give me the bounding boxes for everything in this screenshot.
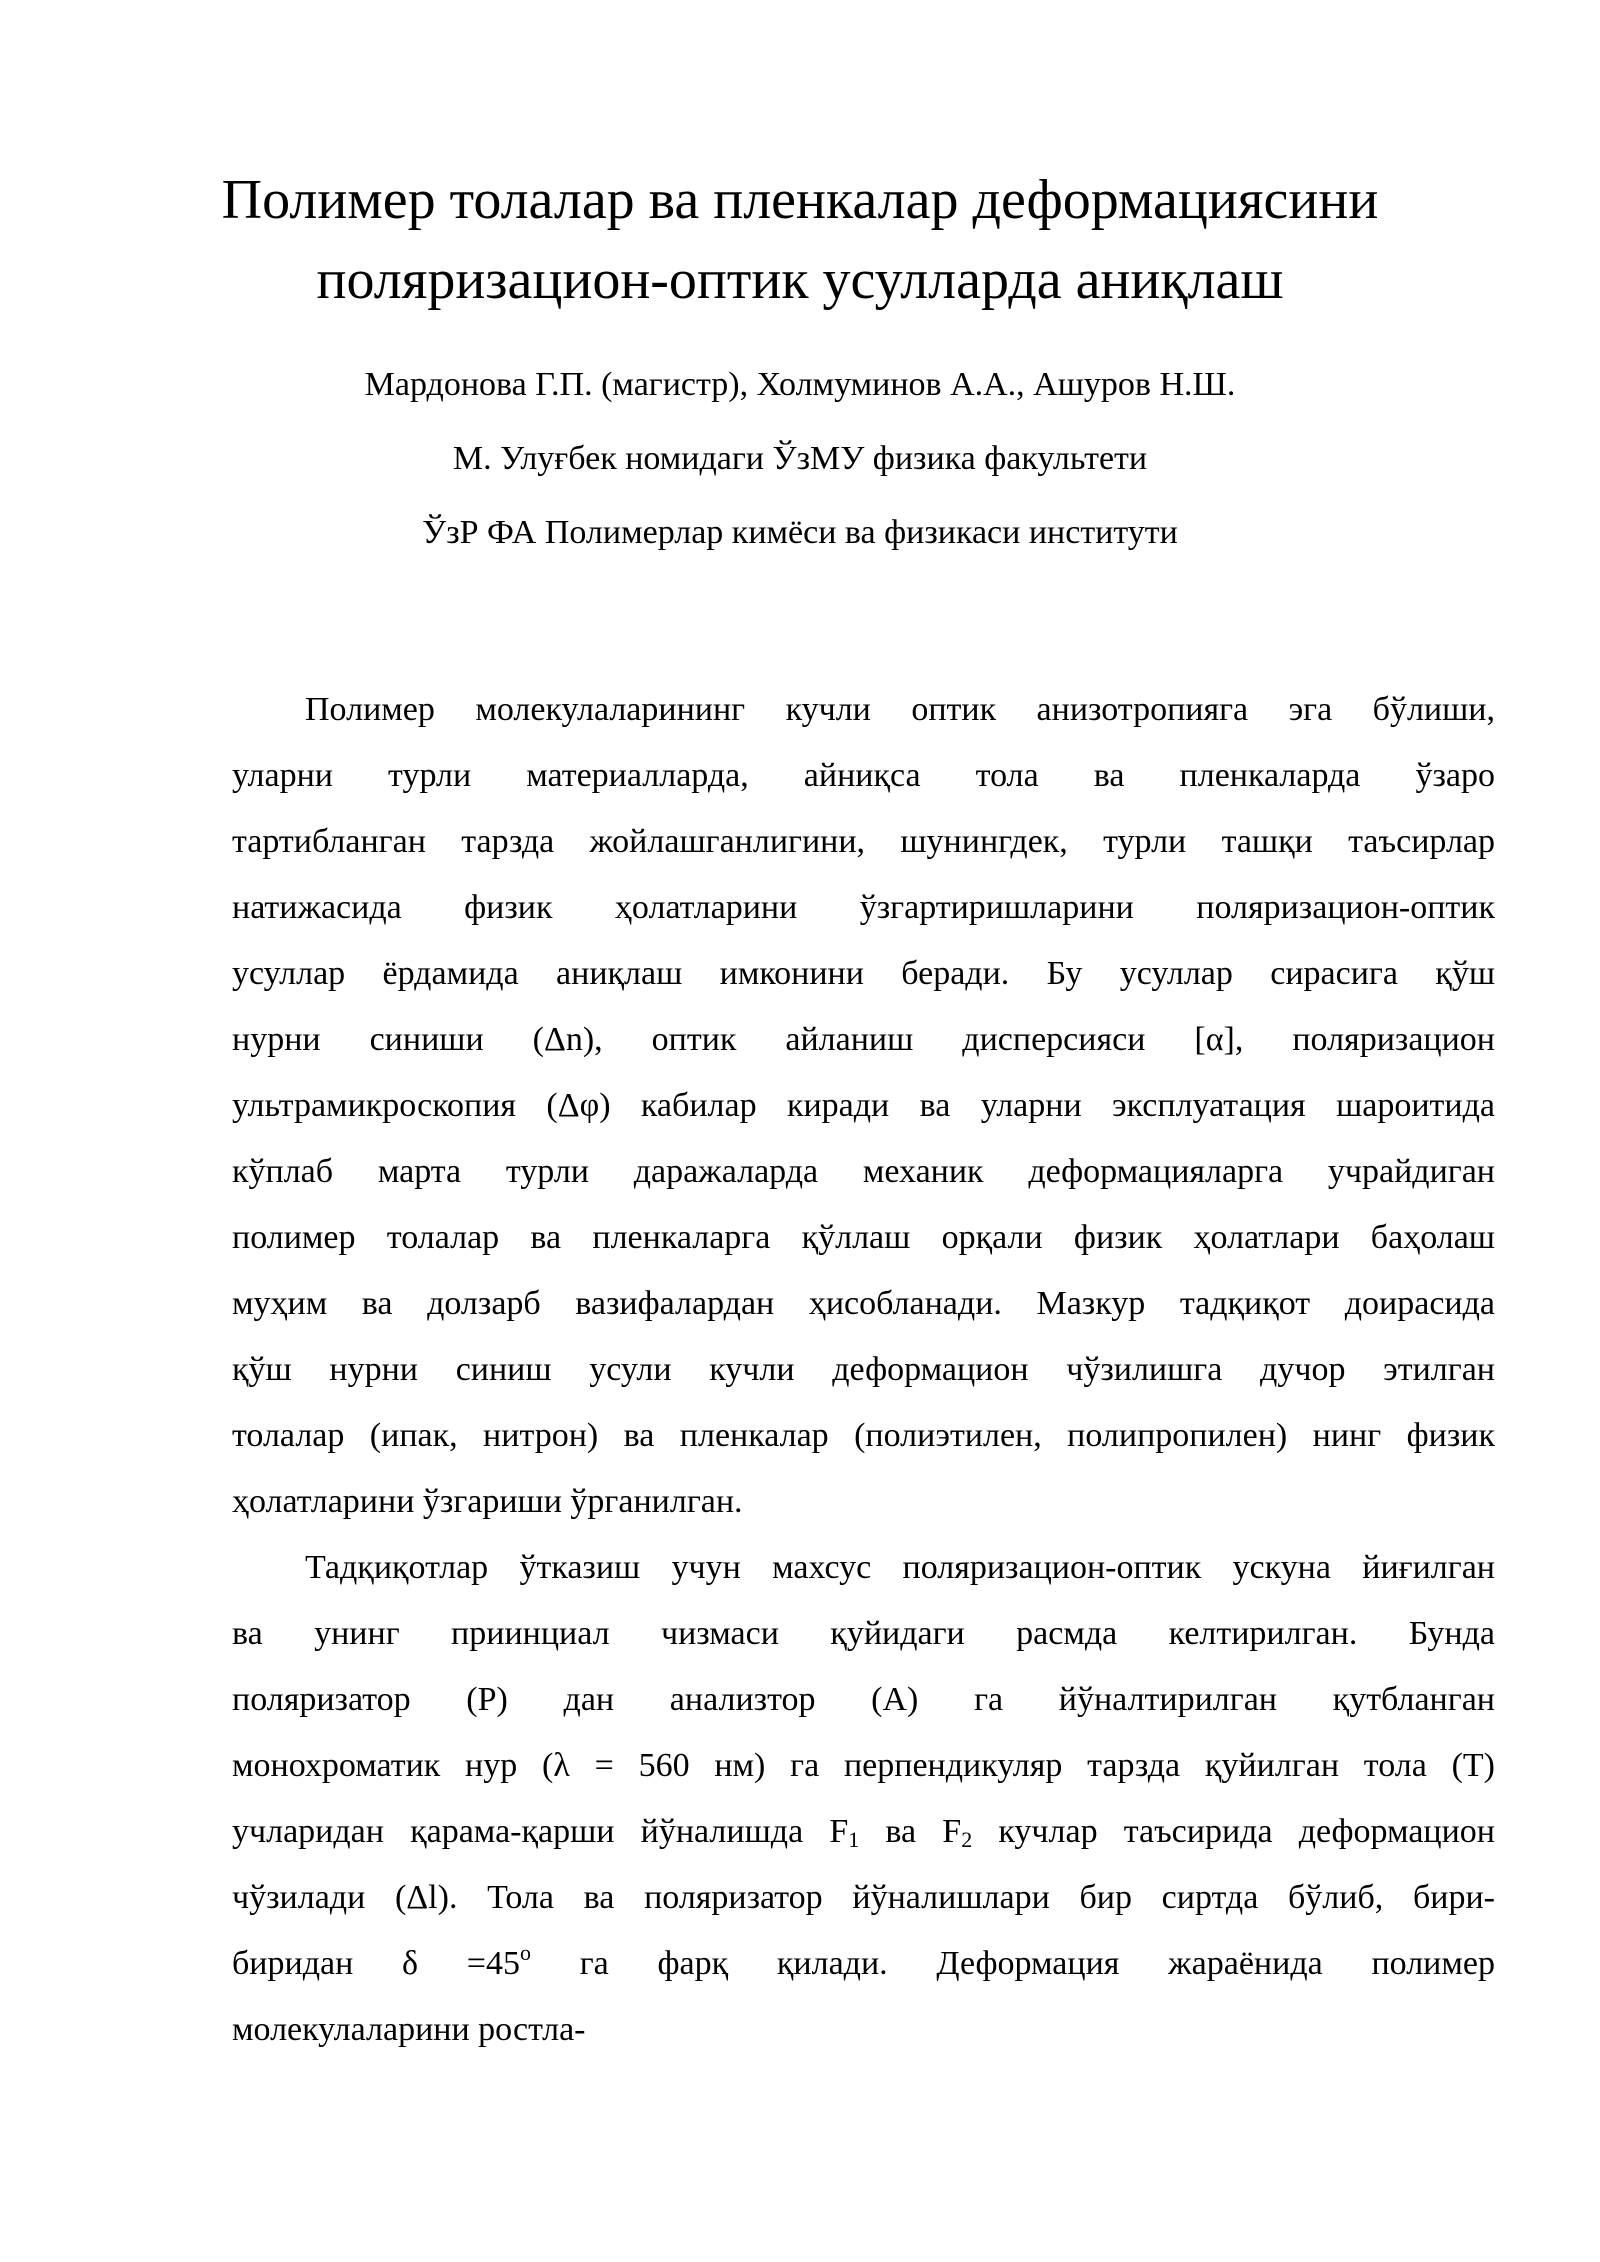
- text-line: усуллар ёрдамида аниқлаш имконини беради. Бу усуллар сирасига қўш: [232, 955, 1495, 992]
- text-line: Полимер молекулаларининг кучли оптик анизотропияга эга бўлиши,: [305, 691, 1495, 728]
- text-fragment: биридан δ =45: [232, 1945, 520, 1982]
- paragraph-2: [232, 1535, 1495, 2063]
- text-line: қўш нурни синиш усули кучли деформацион чўзилишга дучор этилган: [232, 1351, 1495, 1388]
- text-line: кўплаб марта турли даражаларда механик деформацияларга учрайдиган: [232, 1153, 1495, 1190]
- subscript: 1: [848, 1827, 860, 1852]
- text-line: Тадқиқотлар ўтказиш учун махсус поляризацион-оптик ускуна йиғилган: [305, 1549, 1495, 1586]
- text-line: [232, 1799, 1495, 1865]
- text-fragment: учларидан қарама-қарши йўналишда F: [232, 1813, 849, 1850]
- affiliation-1: М. Улуғбек номидаги ЎзМУ физика факультети: [452, 440, 1148, 477]
- text-line: молекулаларини ростла-: [232, 2011, 586, 2048]
- text-fragment: ва F: [859, 1813, 962, 1850]
- subscript: 2: [961, 1827, 973, 1852]
- text-line: нурни синиши (Δn), оптик айланиш дисперсияси [α], поляризацион: [232, 1021, 1495, 1058]
- text-line: тартибланган тарзда жойлашганлигини, шунингдек, турли ташқи таъсирлар: [232, 823, 1495, 860]
- text-fragment: га фарқ қилади. Деформация жараёнида полимер: [530, 1945, 1495, 1982]
- text-line: [232, 1931, 1495, 1997]
- superscript: o: [519, 1940, 531, 1965]
- text-line: чўзилади (Δl). Тола ва поляризатор йўналишлари бир сиртда бўлиб, бири-: [232, 1879, 1495, 1916]
- body-text: [232, 677, 1495, 2063]
- text-line: уларни турли материалларда, айниқса тола ва пленкаларда ўзаро: [232, 757, 1495, 794]
- text-line: ультрамикроскопия (Δφ) кабилар киради ва уларни эксплуатация шароитида: [232, 1087, 1495, 1124]
- text-line: поляризатор (P) дан анализтор (A) га йўналтирилган қутбланган: [232, 1681, 1495, 1718]
- text-line: муҳим ва долзарб вазифалардан ҳисобланади. Мазкур тадқиқот доирасида: [232, 1285, 1495, 1322]
- text-fragment: кучлар таъсирида деформацион: [972, 1813, 1495, 1850]
- authors: Мардонова Г.П. (магистр), Холмуминов А.А., Ашуров Н.Ш.: [364, 366, 1236, 403]
- text-line: толалар (ипак, нитрон) ва пленкалар (полиэтилен, полипропилен) нинг физик: [232, 1417, 1495, 1454]
- text-line: ҳолатларини ўзгариши ўрганилган.: [232, 1483, 743, 1520]
- text-line: монохроматик нур (λ = 560 нм) га перпендикуляр тарзда қуйилган тола (Т): [232, 1747, 1495, 1784]
- title-line-1: Полимер толалар ва пленкалар деформациясини: [221, 169, 1379, 231]
- paper-title: [200, 160, 1400, 320]
- text-line: полимер толалар ва пленкаларга қўллаш орқали физик ҳолатлари баҳолаш: [232, 1219, 1495, 1256]
- affiliation-2: ЎзР ФА Полимерлар кимёси ва физикаси институти: [422, 514, 1178, 551]
- text-line: натижасида физик ҳолатларини ўзгартиришларини поляризацион-оптик: [232, 889, 1495, 926]
- author-block: [200, 348, 1400, 570]
- paragraph-1: [232, 677, 1495, 1535]
- title-line-2: поляризацион-оптик усулларда аниқлаш: [316, 249, 1284, 311]
- text-line: ва унинг приинциал чизмаси қуйидаги расмда келтирилган. Бунда: [232, 1615, 1495, 1652]
